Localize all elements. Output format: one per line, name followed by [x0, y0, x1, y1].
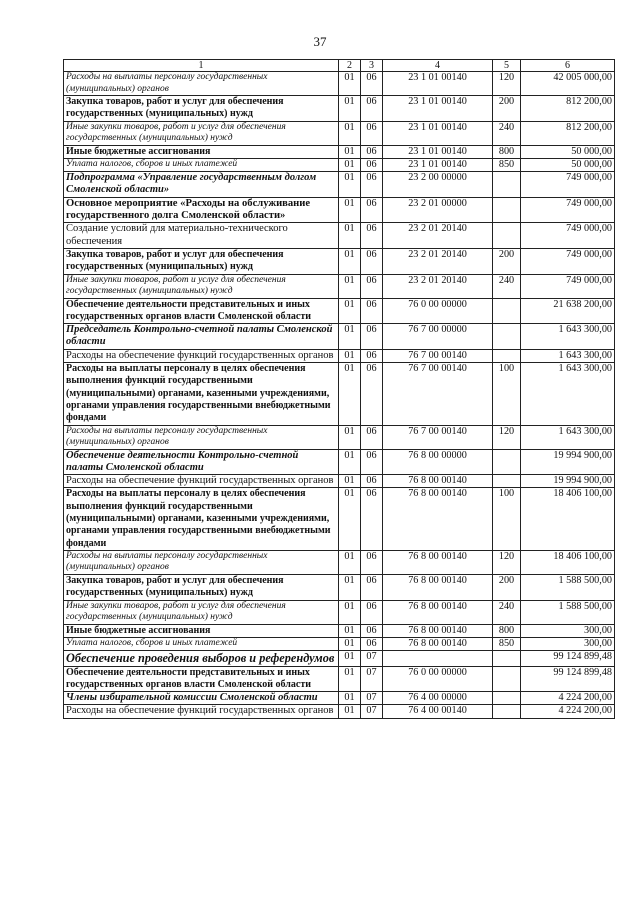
row-name: Члены избирательной комиссии Смоленской области — [64, 692, 339, 705]
header-col-name: 1 — [64, 60, 339, 72]
row-subsection: 06 — [361, 248, 383, 274]
row-amount: 1 643 300,00 — [521, 425, 615, 449]
row-target-article: 76 0 00 00000 — [383, 298, 493, 324]
row-expense-type: 200 — [493, 574, 521, 600]
row-amount: 21 638 200,00 — [521, 298, 615, 324]
row-name: Подпрограмма «Управление государственным долгом Смоленской области» — [64, 172, 339, 198]
row-section: 01 — [339, 425, 361, 449]
row-amount: 19 994 900,00 — [521, 475, 615, 488]
table-row — [64, 475, 615, 488]
row-section: 01 — [339, 145, 361, 158]
row-target-article: 23 2 01 00000 — [383, 197, 493, 223]
row-target-article: 76 4 00 00000 — [383, 692, 493, 705]
row-amount: 1 643 300,00 — [521, 349, 615, 362]
row-expense-type: 200 — [493, 248, 521, 274]
row-target-article: 76 8 00 00000 — [383, 449, 493, 475]
row-subsection: 06 — [361, 298, 383, 324]
row-name: Иные закупки товаров, работ и услуг для обеспечения государственных (муниципальных) нужд — [64, 274, 339, 298]
table-row — [64, 248, 615, 274]
table-row — [64, 72, 615, 96]
row-subsection: 06 — [361, 637, 383, 650]
row-name: Иные закупки товаров, работ и услуг для обеспечения государственных (муниципальных) нужд — [64, 121, 339, 145]
table-row — [64, 145, 615, 158]
row-subsection: 06 — [361, 475, 383, 488]
header-col-amount: 6 — [521, 60, 615, 72]
row-expense-type: 100 — [493, 363, 521, 425]
row-subsection: 06 — [361, 274, 383, 298]
row-target-article: 76 8 00 00140 — [383, 600, 493, 624]
row-section: 01 — [339, 705, 361, 718]
row-section: 01 — [339, 158, 361, 171]
row-target-article — [383, 651, 493, 667]
row-section: 01 — [339, 248, 361, 274]
page-number: 37 — [313, 34, 327, 49]
row-section: 01 — [339, 550, 361, 574]
row-amount: 4 224 200,00 — [521, 705, 615, 718]
row-amount: 1 643 300,00 — [521, 324, 615, 350]
row-target-article: 76 8 00 00140 — [383, 488, 493, 550]
row-expense-type — [493, 197, 521, 223]
table-row — [64, 600, 615, 624]
row-expense-type: 240 — [493, 121, 521, 145]
row-subsection: 06 — [361, 624, 383, 637]
table-row — [64, 121, 615, 145]
header-col-subsection: 3 — [361, 60, 383, 72]
row-name: Обеспечение деятельности представительных и иных государственных органов власти Смоленской области — [64, 298, 339, 324]
row-expense-type: 800 — [493, 145, 521, 158]
row-name: Уплата налогов, сборов и иных платежей — [64, 637, 339, 650]
row-name: Закупка товаров, работ и услуг для обеспечения государственных (муниципальных) нужд — [64, 248, 339, 274]
row-amount: 99 124 899,48 — [521, 666, 615, 692]
row-target-article: 23 2 00 00000 — [383, 172, 493, 198]
row-amount: 42 005 000,00 — [521, 72, 615, 96]
row-name: Обеспечение деятельности Контрольно-счетной палаты Смоленской области — [64, 449, 339, 475]
row-section: 01 — [339, 324, 361, 350]
row-amount: 99 124 899,48 — [521, 651, 615, 667]
row-target-article: 23 1 01 00140 — [383, 145, 493, 158]
row-amount: 812 200,00 — [521, 121, 615, 145]
row-amount: 812 200,00 — [521, 96, 615, 122]
row-target-article: 76 8 00 00140 — [383, 574, 493, 600]
row-expense-type — [493, 324, 521, 350]
row-subsection: 06 — [361, 172, 383, 198]
row-amount: 749 000,00 — [521, 223, 615, 249]
row-expense-type — [493, 223, 521, 249]
row-subsection: 07 — [361, 651, 383, 667]
row-section: 01 — [339, 172, 361, 198]
row-section: 01 — [339, 637, 361, 650]
row-section: 01 — [339, 96, 361, 122]
row-name: Расходы на обеспечение функций государственных органов — [64, 705, 339, 718]
row-name: Расходы на обеспечение функций государственных органов — [64, 475, 339, 488]
row-expense-type: 200 — [493, 96, 521, 122]
table-row — [64, 298, 615, 324]
row-target-article: 23 1 01 00140 — [383, 72, 493, 96]
row-expense-type: 120 — [493, 550, 521, 574]
row-target-article: 76 7 00 00000 — [383, 324, 493, 350]
row-name: Председатель Контрольно-счетной палаты Смоленской области — [64, 324, 339, 350]
row-name: Расходы на выплаты персоналу в целях обеспечения выполнения функций государственными (муниципальными) органами, казенными учреждениями, органами управления государственными внебюджетными фондами — [64, 488, 339, 550]
row-section: 01 — [339, 274, 361, 298]
row-expense-type: 100 — [493, 488, 521, 550]
table-row — [64, 488, 615, 550]
row-section: 01 — [339, 692, 361, 705]
row-amount: 1 588 500,00 — [521, 600, 615, 624]
row-expense-type: 240 — [493, 274, 521, 298]
header-col-expense-type: 5 — [493, 60, 521, 72]
table-row — [64, 349, 615, 362]
row-expense-type — [493, 692, 521, 705]
row-amount: 50 000,00 — [521, 158, 615, 171]
row-amount: 300,00 — [521, 637, 615, 650]
row-name: Уплата налогов, сборов и иных платежей — [64, 158, 339, 171]
header-col-target-article: 4 — [383, 60, 493, 72]
table-row — [64, 363, 615, 425]
row-section: 01 — [339, 197, 361, 223]
row-target-article: 76 8 00 00140 — [383, 475, 493, 488]
row-target-article: 23 2 01 20140 — [383, 223, 493, 249]
budget-table — [63, 59, 615, 719]
row-subsection: 06 — [361, 600, 383, 624]
table-row — [64, 550, 615, 574]
row-expense-type — [493, 298, 521, 324]
row-expense-type — [493, 449, 521, 475]
row-target-article: 76 4 00 00140 — [383, 705, 493, 718]
row-subsection: 07 — [361, 705, 383, 718]
row-name: Расходы на выплаты персоналу государственных (муниципальных) органов — [64, 425, 339, 449]
row-section: 01 — [339, 475, 361, 488]
row-name: Расходы на выплаты персоналу государственных (муниципальных) органов — [64, 550, 339, 574]
table-row — [64, 197, 615, 223]
row-target-article: 76 8 00 00140 — [383, 550, 493, 574]
row-subsection: 06 — [361, 363, 383, 425]
table-row — [64, 324, 615, 350]
row-target-article: 23 1 01 00140 — [383, 158, 493, 171]
row-expense-type: 120 — [493, 72, 521, 96]
row-target-article: 76 7 00 00140 — [383, 425, 493, 449]
row-amount: 18 406 100,00 — [521, 488, 615, 550]
row-section: 01 — [339, 363, 361, 425]
row-name: Иные закупки товаров, работ и услуг для обеспечения государственных (муниципальных) нужд — [64, 600, 339, 624]
row-amount: 1 588 500,00 — [521, 574, 615, 600]
row-target-article: 76 8 00 00140 — [383, 637, 493, 650]
row-section: 01 — [339, 121, 361, 145]
row-subsection: 06 — [361, 324, 383, 350]
row-section: 01 — [339, 651, 361, 667]
row-target-article: 23 1 01 00140 — [383, 121, 493, 145]
row-name: Закупка товаров, работ и услуг для обеспечения государственных (муниципальных) нужд — [64, 574, 339, 600]
row-section: 01 — [339, 449, 361, 475]
row-name: Расходы на выплаты персоналу государственных (муниципальных) органов — [64, 72, 339, 96]
row-section: 01 — [339, 349, 361, 362]
table-row — [64, 96, 615, 122]
row-section: 01 — [339, 298, 361, 324]
row-expense-type: 120 — [493, 425, 521, 449]
row-expense-type: 240 — [493, 600, 521, 624]
row-expense-type: 850 — [493, 637, 521, 650]
row-section: 01 — [339, 624, 361, 637]
table-row — [64, 449, 615, 475]
row-section: 01 — [339, 72, 361, 96]
row-subsection: 06 — [361, 349, 383, 362]
table-row — [64, 425, 615, 449]
row-amount: 18 406 100,00 — [521, 550, 615, 574]
row-section: 01 — [339, 488, 361, 550]
row-amount: 300,00 — [521, 624, 615, 637]
row-amount: 1 643 300,00 — [521, 363, 615, 425]
table-row — [64, 158, 615, 171]
row-name: Основное мероприятие «Расходы на обслуживание государственного долга Смоленской области» — [64, 197, 339, 223]
table-row — [64, 274, 615, 298]
row-section: 01 — [339, 666, 361, 692]
row-subsection: 06 — [361, 121, 383, 145]
row-expense-type — [493, 651, 521, 667]
table-row — [64, 624, 615, 637]
row-expense-type — [493, 475, 521, 488]
row-expense-type — [493, 705, 521, 718]
row-amount: 749 000,00 — [521, 248, 615, 274]
row-name: Создание условий для материально-технического обеспечения — [64, 223, 339, 249]
table-row — [64, 223, 615, 249]
row-section: 01 — [339, 600, 361, 624]
table-row — [64, 651, 615, 667]
row-subsection: 06 — [361, 574, 383, 600]
row-amount: 749 000,00 — [521, 197, 615, 223]
row-subsection: 06 — [361, 449, 383, 475]
row-expense-type — [493, 172, 521, 198]
row-expense-type — [493, 349, 521, 362]
row-subsection: 06 — [361, 72, 383, 96]
row-target-article: 76 7 00 00140 — [383, 349, 493, 362]
row-target-article: 76 8 00 00140 — [383, 624, 493, 637]
row-amount: 749 000,00 — [521, 274, 615, 298]
row-name: Иные бюджетные ассигнования — [64, 145, 339, 158]
row-name: Расходы на выплаты персоналу в целях обеспечения выполнения функций государственными (муниципальными) органами, казенными учреждениями, органами управления государственными внебюджетными фондами — [64, 363, 339, 425]
row-section: 01 — [339, 223, 361, 249]
row-name: Обеспечение проведения выборов и референдумов — [64, 651, 339, 667]
row-expense-type — [493, 666, 521, 692]
row-subsection: 06 — [361, 145, 383, 158]
row-expense-type: 800 — [493, 624, 521, 637]
row-subsection: 06 — [361, 550, 383, 574]
row-name: Обеспечение деятельности представительных и иных государственных органов власти Смоленской области — [64, 666, 339, 692]
row-expense-type: 850 — [493, 158, 521, 171]
table-row — [64, 705, 615, 718]
row-name: Закупка товаров, работ и услуг для обеспечения государственных (муниципальных) нужд — [64, 96, 339, 122]
table-body — [64, 72, 615, 719]
row-subsection: 06 — [361, 488, 383, 550]
row-amount: 50 000,00 — [521, 145, 615, 158]
row-name: Иные бюджетные ассигнования — [64, 624, 339, 637]
table-row — [64, 172, 615, 198]
header-col-section: 2 — [339, 60, 361, 72]
table-row — [64, 666, 615, 692]
row-subsection: 06 — [361, 223, 383, 249]
table-row — [64, 692, 615, 705]
header-row — [64, 60, 615, 72]
row-subsection: 06 — [361, 425, 383, 449]
table-row — [64, 637, 615, 650]
row-section: 01 — [339, 574, 361, 600]
row-target-article: 23 2 01 20140 — [383, 274, 493, 298]
row-name: Расходы на обеспечение функций государственных органов — [64, 349, 339, 362]
row-subsection: 07 — [361, 692, 383, 705]
row-amount: 19 994 900,00 — [521, 449, 615, 475]
row-amount: 749 000,00 — [521, 172, 615, 198]
row-target-article: 23 2 01 20140 — [383, 248, 493, 274]
row-subsection: 06 — [361, 96, 383, 122]
row-target-article: 23 1 01 00140 — [383, 96, 493, 122]
row-subsection: 07 — [361, 666, 383, 692]
table-row — [64, 574, 615, 600]
row-target-article: 76 7 00 00140 — [383, 363, 493, 425]
row-amount: 4 224 200,00 — [521, 692, 615, 705]
row-subsection: 06 — [361, 158, 383, 171]
row-target-article: 76 0 00 00000 — [383, 666, 493, 692]
row-subsection: 06 — [361, 197, 383, 223]
